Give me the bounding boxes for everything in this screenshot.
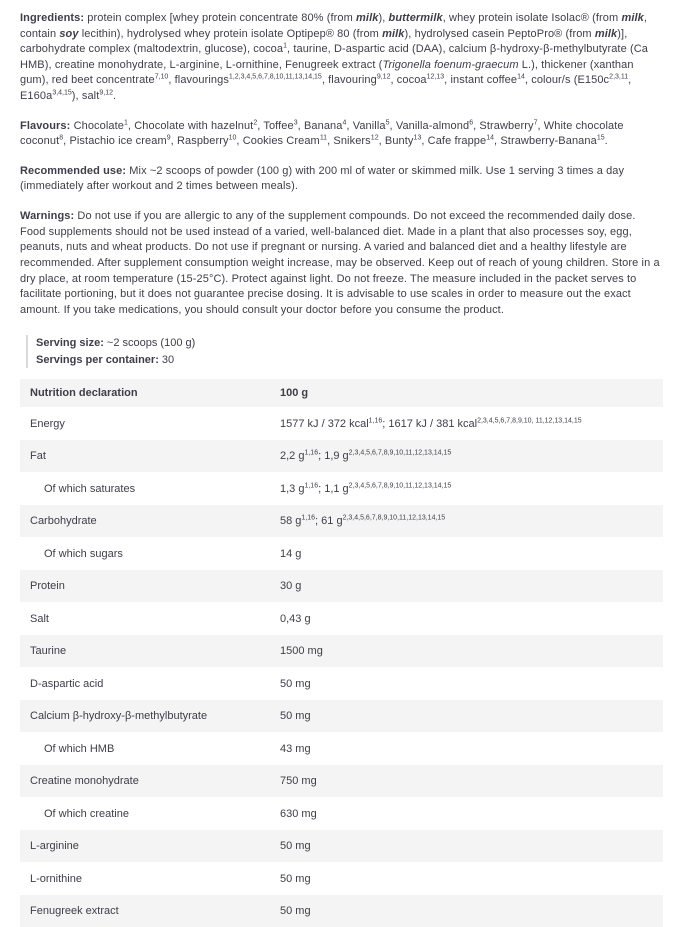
nutrient-value: 630 mg [280, 807, 317, 820]
nutrient-label: Of which saturates [44, 482, 136, 495]
nutrient-value: 43 mg [280, 742, 311, 755]
nutrient-label: Salt [30, 612, 49, 625]
table-row [20, 862, 663, 895]
nutrient-value: 30 g [280, 580, 302, 593]
recommended-use-paragraph: Recommended use: Mix ~2 scoops of powder (100 g) with 200 ml of water or skimmed milk. Use 1 serving 3 times a day (immediately after workout and 2 times between meals). [20, 164, 625, 193]
nutrient-value: 750 mg [280, 775, 317, 788]
nutrient-value: 50 mg [280, 872, 311, 885]
table-row [20, 472, 663, 505]
warnings-paragraph: Warnings: Do not use if you are allergic to any of the supplement compounds. Do not exceed the recommended daily dose. Food supplements should not be used instead of a varied, well-balanced diet. Made in a plant that also processes soy, egg, peanuts, nuts and wheat products. Do not use if pregnant or nursing. A varied and balanced diet and a healthy lifestyle are recommended. After supplement consumption weight increase, may be observed. Keep out of reach of young children. Store in a dry place, at room temperature (15-25°C). Protect against light. Do not freeze. The measure included in the packet serves to facilitate portioning, but it does not guarantee precise dosing. It is advisable to use scales in order to measure out the exact amount. If you take medications, you should consult your doctor before you consume the product. [20, 210, 660, 316]
nutrient-value: 50 mg [280, 840, 311, 853]
table-row [20, 830, 663, 863]
table-row [20, 667, 663, 700]
ingredients-paragraph: Ingredients: protein complex [whey protein concentrate 80% (from milk), buttermilk, whey protein isolate Isolac® (from milk, contain soy lecithin), hydrolysed whey protein isolate Optipep® 80 (from milk), hydrolysed casein PeptoPro® (from milk)], carbohydrate complex (maltodextrin, glucose), cocoa$^1$, taurine, D-aspartic acid (DAA), calcium β-hydroxy-β-methylbutyrate (Ca HMB), creatine monohydrate, L-arginine, L-ornithine, Fenugreek extract (Trigonella foenum-graecum L.), thickener (xanthan gum), red beet concentrate$^{7,10}$, flavourings$^{1,2,3,4,5,6,7,8,10,11,13,14,15}$, flavouring$^{9,12}$, cocoa$^{12,13}$, instant coffee$^{14}$, colour/s ($E150c^{2,3,11}$, $E160a^{3,4,15}$), salt$^{9,12}$. [20, 12, 648, 103]
table-row [20, 700, 663, 733]
nutrient-label: D-aspartic acid [30, 677, 104, 690]
nutrient-label: Protein [30, 580, 65, 593]
nutrient-label: Calcium β-hydroxy-β-methylbutyrate [30, 710, 208, 723]
serving-info-block [26, 335, 663, 368]
servings-per-container-line: Servings per container: 30 [36, 353, 175, 366]
nutrition-table-header [20, 379, 663, 407]
nutrient-value: 1,3 $g^{1,16}$; 1,1 $g^{2,3,4,5,6,7,8,9,10,11,12,13,14,15}$ [280, 481, 452, 495]
table-row [20, 537, 663, 570]
nutrient-label: Of which HMB [44, 742, 115, 755]
nutrient-label: Taurine [30, 645, 67, 658]
table-row [20, 895, 663, 927]
nutrition-header-value: 100 g [280, 387, 309, 400]
flavours-paragraph: Flavours: Chocolate$^1$, Chocolate with hazelnut$^2$, Toffee$^3$, Banana$^4$, Vanilla$^5$, Vanilla-almond$^6$, Strawberry$^7$, White chocolate coconut$^8$, Pistachio ice cream$^9$, Raspberry$^{10}$, Cookies Cream$^{11}$, Snikers$^{12}$, Bunty$^{13}$, Cafe frappe$^{14}$, Strawberry-Banana$^{15}$. [20, 119, 624, 148]
nutrient-label: Fenugreek extract [30, 905, 119, 918]
nutrient-value: 14 g [280, 547, 302, 560]
nutrition-rows [20, 407, 663, 927]
nutrient-value: 2,2 $g^{1,16}$; 1,9 $g^{2,3,4,5,6,7,8,9,10,11,12,13,14,15}$ [280, 449, 452, 463]
nutrient-label: Carbohydrate [30, 515, 97, 528]
nutrition-header-label: Nutrition declaration [30, 387, 138, 400]
table-row [20, 602, 663, 635]
nutrient-value: 0,43 g [280, 612, 311, 625]
nutrient-value: 50 mg [280, 710, 311, 723]
table-row [20, 407, 663, 440]
table-row [20, 732, 663, 765]
nutrient-value: 1500 mg [280, 645, 323, 658]
table-row [20, 635, 663, 668]
nutrition-table [20, 379, 663, 927]
nutrient-label: Of which sugars [44, 547, 123, 560]
table-row [20, 797, 663, 830]
table-row [20, 440, 663, 473]
serving-size-line: Serving size: ~2 scoops (100 g) [36, 337, 196, 350]
nutrient-label: Fat [30, 450, 46, 463]
nutrient-label: Of which creatine [44, 807, 129, 820]
nutrient-value: 1577 kJ / 372 kcal$^{1,16}$; 1617 kJ / 381 kcal$^{2,3,4,5,6,7,8,9,10, 11,12,13,14,15}$ [280, 416, 582, 430]
nutrient-value: 58 $g^{1,16}$; 61 $g^{2,3,4,5,6,7,8,9,10,11,12,13,14,15}$ [280, 514, 446, 528]
nutrient-value: 50 mg [280, 905, 311, 918]
nutrient-label: L-ornithine [30, 872, 82, 885]
table-row [20, 570, 663, 603]
table-row [20, 765, 663, 798]
table-row [20, 505, 663, 538]
nutrient-label: Creatine monohydrate [30, 775, 139, 788]
nutrient-label: L-arginine [30, 840, 79, 853]
nutrient-value: 50 mg [280, 677, 311, 690]
nutrient-label: Energy [30, 417, 65, 430]
